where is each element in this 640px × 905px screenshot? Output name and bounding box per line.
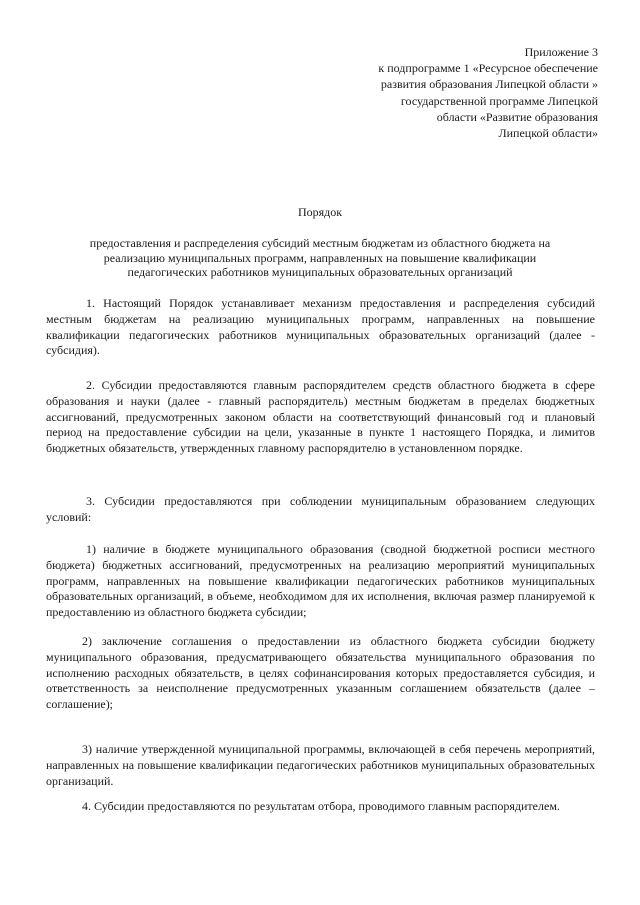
document-subtitle	[60, 236, 580, 280]
paragraph-1: 1. Настоящий Порядок устанавливает механизм предоставления и распределения субсидий местным бюджетам на реализацию муниципальных программ, направленных на повышение квалификации педагогических работников муниципальных образовательных организаций (далее - субсидия).	[46, 296, 595, 358]
document-title: Порядок	[297, 205, 343, 219]
paragraph-3-item-1: 1) наличие в бюджете муниципального образования (сводной бюджетной росписи местного бюджета) бюджетных ассигнований, предусмотренных на реализацию мероприятий муниципальных программ, направленных на повышение квалификации педагогических работников муниципальных образовательных организаций, в объеме, необходимом для их исполнения, включая размер планируемой к предоставлению из областного бюджета субсидии;	[46, 542, 595, 620]
paragraph-3: 3. Субсидии предоставляются при соблюдении муниципальным образованием следующих условий:	[46, 494, 595, 524]
paragraph-3-item-3: 3) наличие утвержденной муниципальной программы, включающей в себя перечень мероприятий, направленных на повышение квалификации педагогических работников муниципальных образовательных организаций.	[46, 742, 595, 788]
appendix-number: Приложение 3	[524, 45, 598, 59]
appendix-program-line: Липецкой области»	[498, 126, 598, 141]
subtitle-line: реализацию муниципальных программ, направленных на повышение квалификации	[103, 250, 537, 265]
appendix-header	[378, 44, 598, 141]
paragraph-2: 2. Субсидии предоставляются главным распорядителем средств областного бюджета в сфере образования и науки (далее - главный распорядитель) местным бюджетам в пределах бюджетных ассигнований, предусмотренных законом области на соответствующий финансовый год и плановый период на предоставление субсидии на цели, указанные в пункте 1 настоящего Порядка, и лимитов бюджетных обязательств, утвержденных главному распорядителю в установленном порядке.	[46, 378, 595, 456]
subtitle-line: педагогических работников муниципальных образовательных организаций	[127, 265, 513, 280]
subtitle-line: предоставления и распределения субсидий местным бюджетам из областного бюджета на	[89, 236, 551, 250]
paragraph-3-item-2: 2) заключение соглашения о предоставлении из областного бюджета субсидии бюджету муниципального образования, предусматривающего обязательства муниципального образования по исполнению расходных обязательств, в целях софинансирования которых предоставляется субсидия, и ответственность за неисполнение предусмотренных указанным соглашением обязательств (далее – соглашение);	[46, 634, 595, 712]
appendix-subprogram-line: развития образования Липецкой области »	[380, 77, 598, 92]
paragraph-4: 4. Субсидии предоставляются по результатам отбора, проводимого главным распорядителем.	[82, 799, 560, 813]
appendix-program-line: области «Развитие образования	[436, 109, 598, 124]
appendix-subprogram-line: к подпрограмме 1 «Ресурсное обеспечение	[378, 61, 598, 76]
appendix-program-line: государственной программе Липецкой	[400, 93, 598, 108]
